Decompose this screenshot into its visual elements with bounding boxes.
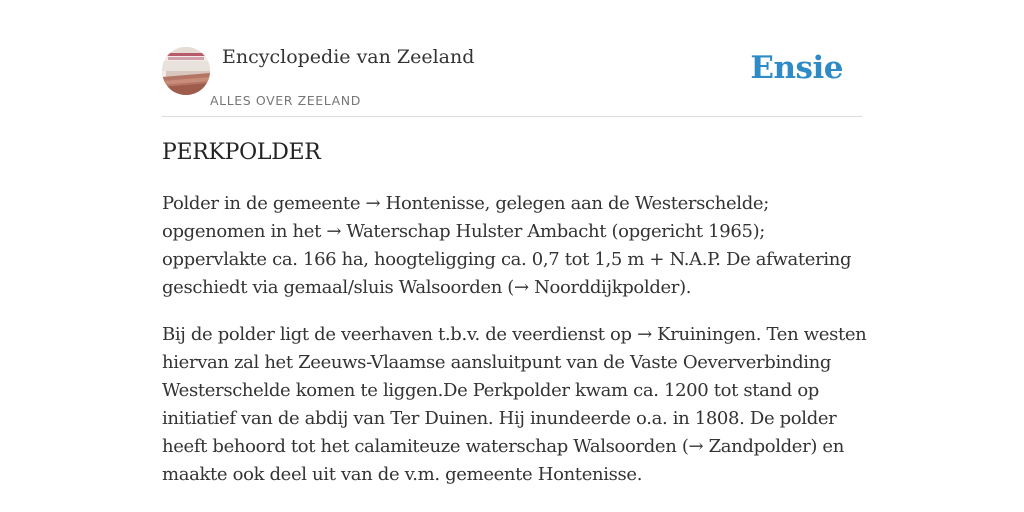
article-paragraph	[162, 321, 867, 489]
paragraph-text: . Ten westen hiervan zal het Zeeuws-Vlaamse aansluitpunt van de Vaste Oeververbinding Westerschelde komen te liggen.De Perkpolder kwam ca. 1200 tot stand op initiatief van de abdij van Ter Duinen. Hij inundeerde o.a. in 1808. De polder heeft behoord tot het calamiteuze waterschap Walsoorden (	[162, 324, 867, 457]
site-subtitle: ALLES OVER ZEELAND	[210, 93, 361, 108]
cross-reference-link[interactable]: → Zandpolder	[688, 436, 811, 457]
paragraph-text: , gelegen aan de Westerschelde; opgenomen in het	[162, 193, 769, 242]
cross-reference-link[interactable]: → Hontenisse	[365, 193, 485, 214]
article-paragraph	[162, 190, 867, 302]
paragraph-text: (opgericht 1965); oppervlakte ca. 166 ha, hoogteligging ca. 0,7 tot 1,5 m + N.A.P. De afwatering geschiedt via gemaal/sluis Walsoorden (	[162, 221, 852, 298]
paragraph-text: Polder in de gemeente	[162, 193, 366, 214]
paragraph-text: ) en maakte ook deel uit van de v.m. gemeente Hontenisse.	[162, 436, 844, 485]
article-title: PERKPOLDER	[162, 140, 321, 165]
paragraph-text: ).	[679, 277, 692, 298]
cross-reference-link[interactable]: → Waterschap Hulster Ambacht	[326, 221, 607, 242]
cross-reference-link[interactable]: → Kruiningen	[637, 324, 756, 345]
article	[162, 140, 867, 489]
paragraph-text: Bij de polder ligt de veerhaven t.b.v. de veerdienst op	[162, 324, 638, 345]
site-header	[162, 44, 862, 117]
book-icon	[162, 47, 210, 95]
cross-reference-link[interactable]: → Noorddijkpolder	[513, 277, 680, 298]
ensie-logo-link[interactable]: Ensie	[750, 50, 843, 86]
site-title[interactable]: Encyclopedie van Zeeland	[222, 46, 475, 68]
encyclopedia-avatar[interactable]	[162, 47, 210, 95]
